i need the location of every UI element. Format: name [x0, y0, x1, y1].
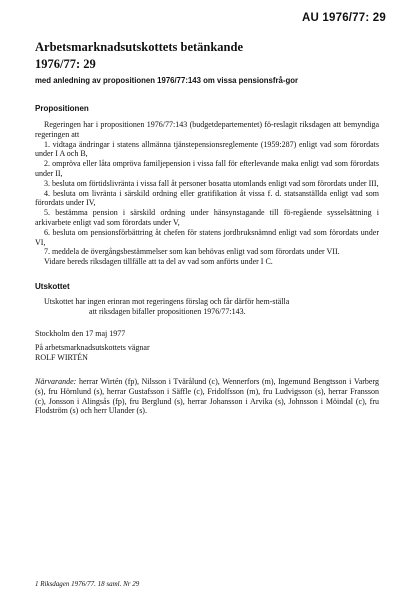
signature-name: ROLF WIRTÉN — [35, 353, 88, 363]
document-number: 1976/77: 29 — [35, 57, 96, 71]
proposition-item: 2. ompröva eller låta ompröva familjepension i vissa fall för efterlevande maka enligt vad som förordats under II, — [35, 159, 379, 178]
attendance-label: Närvarande: — [35, 376, 77, 386]
attendance-names: herrar Wirtén (fp), Nilsson i Tvärålund (c), Wennerfors (m), Ingemund Bengtsson i Varberg (s), fru Hörnlund (s), herrar Gustafsson i Säffle (c), Fridolfsson (m), fru Ludvigsson (s), herrar Fransson (c), Jonsson i Alingsås (fp), fru Berglund (s), herrar Johansson i Arvika (s), Johnsson i Möindal (c), fru Flodström (s) och herr Ulander (s). — [35, 376, 380, 416]
proposition-item: 3. besluta om förtidslivränta i vissa fall åt personer bosatta utomlands enligt vad som förordats under III, — [44, 178, 379, 188]
page-footnote: 1 Riksdagen 1976/77. 18 saml. Nr 29 — [35, 580, 140, 588]
document-subject: med anledning av propositionen 1976/77:143 om vissa pensionsfrå-gor — [35, 76, 299, 85]
proposition-closing: Vidare bereds riksdagen tillfälle att ta del av vad som anförts under I C. — [44, 257, 273, 267]
proposition-item: 4. besluta om livränta i särskild ordning eller gratifikation åt vissa f. d. statsanställda enligt vad som förordats under IV, — [35, 188, 379, 208]
section-heading-committee: Utskottet — [35, 281, 70, 291]
signature-intro: På arbetsmarknadsutskottets vägnar — [35, 343, 150, 353]
proposition-item: 7. meddela de övergångsbestämmelser som kan behövas enligt vad som förordats under VII. — [44, 247, 340, 257]
proposition-item: 5. bestämma pension i särskild ordning under hänsynstagande till fö-regående sysselsättning i arkivarbete enligt vad som förordats under V, — [35, 208, 379, 227]
attendance-list — [35, 377, 379, 416]
document-reference: AU 1976/77: 29 — [302, 12, 386, 24]
proposition-intro: Regeringen har i propositionen 1976/77:143 (budgetdepartementet) fö-reslagit riksdagen att bemyndiga regeringen att — [35, 120, 379, 139]
proposition-item: 1. vidtaga ändringar i statens allmänna tjänstepensionsreglemente (1959:287) enligt vad som förordats under I A och B, — [35, 139, 379, 159]
document-body — [35, 40, 379, 416]
document-title: Arbetsmarknadsutskottets betänkande — [35, 40, 244, 54]
committee-text: Utskottet har ingen erinran mot regeringens förslag och får därför hem-ställa — [44, 296, 290, 306]
committee-proposal: att riksdagen bifaller propositionen 1976/77:143. — [89, 306, 246, 316]
proposition-item: 6. besluta om pensionsförbättring åt chefen för statens jordbruksnämnd enligt vad som förordats under VI, — [35, 227, 379, 247]
place-date: Stockholm den 17 maj 1977 — [35, 328, 126, 338]
section-heading-proposition: Propositionen — [35, 104, 89, 113]
